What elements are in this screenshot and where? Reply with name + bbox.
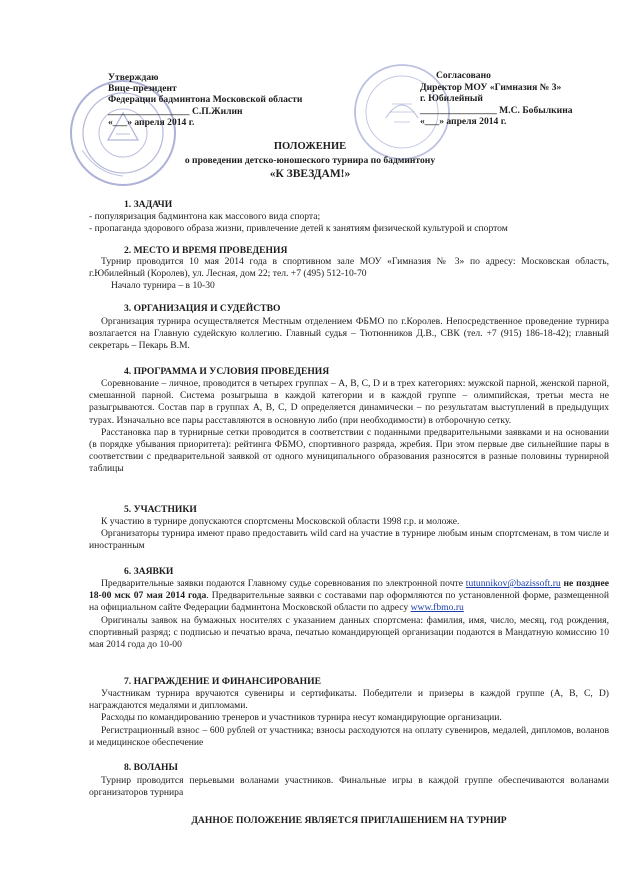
section-7-text — [89, 688, 609, 749]
paragraph: Расстановка пар в турнирные сетки проводится в соответствии с поданными предварительными заявками и на основании (в порядке убывания приоритета): рейтинга ФБМО, спортивного разряда, жребия. При этом первые две сильнейшие пары в соответствии с предварительной заявкой от одного муниципального образования разносятся в разные половины турнирной таблицы — [89, 426, 609, 475]
approval-left-line: Утверждаю — [108, 72, 159, 83]
section-heading: 1. ЗАДАЧИ — [124, 199, 173, 210]
section-8-text — [89, 775, 609, 799]
approval-right-line: ________________ М.С. Бобылкина — [420, 104, 573, 116]
section-5-text — [89, 516, 609, 553]
section-6-text — [89, 578, 609, 651]
section-4-text — [89, 378, 609, 476]
approval-left-line: «___» апреля 2014 г. — [108, 116, 195, 128]
paragraph: Оригиналы заявок на бумажных носителях с указанием данных спортсмена: фамилия, имя, число, месяц, год рождения, спортивный разряд; с подписью и печатью врача, печатью командирующей организации подаются в Мандатную комиссию 10 мая 2014 года до 10-00 — [89, 614, 609, 651]
paragraph: Регистрационный взнос – 600 рублей от участника; взносы расходуются на оплату сувениров, медалей, дипломов, воланов и медицинское обеспечение — [89, 724, 609, 748]
paragraph: Турнир проводится 10 мая 2014 года в спортивном зале МОУ «Гимназия № 3» по адресу: Московская область, г.Юбилейный (Королев), ул. Лесная, дом 22; тел. +7 (495) 512-10-70 — [89, 256, 609, 280]
section-2-text — [89, 256, 609, 293]
section-heading: 2. МЕСТО И ВРЕМЯ ПРОВЕДЕНИЯ — [124, 245, 288, 256]
approval-block-right — [420, 70, 610, 128]
approval-left-line: Вице-президент — [108, 83, 177, 95]
paragraph: К участию в турнире допускаются спортсмены Московской области 1998 г.р. и моложе. — [101, 516, 460, 527]
approval-right-line: Директор МОУ «Гимназия № 3» — [420, 81, 562, 93]
tournament-name: «К ЗВЕЗДАМ!» — [269, 168, 351, 180]
task-item: - популяризация бадминтона как массового вида спорта; — [89, 211, 321, 222]
section-heading: 3. ОРГАНИЗАЦИЯ И СУДЕЙСТВО — [124, 303, 281, 314]
section-heading: 4. ПРОГРАММА И УСЛОВИЯ ПРОВЕДЕНИЯ — [124, 366, 330, 377]
approval-block-left — [108, 72, 328, 128]
paragraph: Организация турнира осуществляется Местным отделением ФБМО по г.Королев. Непосредственное проведение турнира возлагается на Главную судейскую коллегию. Главный судья – Тютюнников Д.В., СВК (тел. +7 (915) 186-18-42); главный секретарь – Пекарь В.М. — [89, 316, 609, 352]
section-heading: 8. ВОЛАНЫ — [124, 762, 178, 773]
paragraph-text: Предварительные заявки подаются Главному судье соревнования по электронной почте — [101, 578, 466, 589]
section-heading: 5. УЧАСТНИКИ — [124, 504, 197, 515]
paragraph: Организаторы турнира имеют право предоставить wild card на участие в турнире любым иным спортсменам, в том числе и иностранным — [89, 528, 609, 552]
document-title: ПОЛОЖЕНИЕ — [273, 141, 347, 152]
deadline-text: не позднее 18-00 мск 07 мая 2014 года — [89, 578, 609, 602]
approval-right-line: Согласовано — [436, 70, 491, 81]
email-link[interactable]: tutunnikov@bazissoft.ru — [465, 578, 561, 589]
section-1-text — [89, 211, 609, 235]
paragraph-text: . Предварительные заявки с составами пар оформляются по установленной форме, размещенной на официальном сайте Федерации бадминтона Московской области по адресу — [89, 590, 609, 614]
document-subtitle: о проведении детско-юношеского турнира по бадминтону — [184, 155, 436, 166]
website-link[interactable]: www.fbmo.ru — [410, 602, 464, 614]
invitation-footer: ДАННОЕ ПОЛОЖЕНИЕ ЯВЛЯЕТСЯ ПРИГЛАШЕНИЕМ НА ТУРНИР — [191, 815, 507, 826]
section-heading: 6. ЗАЯВКИ — [124, 566, 174, 577]
section-heading: 7. НАГРАЖДЕНИЕ И ФИНАНСИРОВАНИЕ — [124, 676, 321, 687]
approval-right-line: г. Юбилейный — [420, 93, 483, 105]
section-3-text — [89, 316, 609, 353]
task-item: - пропаганда здорового образа жизни, привлечение детей к занятиям физической культурой и спортом — [89, 223, 508, 235]
paragraph: Участникам турнира вручаются сувениры и сертификаты. Победители и призеры в каждой группе (А, В, С, D) награждаются медалями и дипломами. — [89, 688, 609, 712]
paragraph: Расходы по командированию тренеров и участников турнира несут командирующие организации. — [101, 712, 502, 724]
approval-right-line: «___» апреля 2014 г. — [420, 116, 507, 128]
paragraph: Начало турнира – в 10-30 — [111, 280, 215, 292]
paragraph: Турнир проводится перьевыми воланами участников. Финальные игры в каждой группе обеспечиваются воланами организаторов турнира — [89, 775, 609, 799]
paragraph — [89, 578, 609, 615]
approval-left-line: _________________ С.П.Жилин — [108, 105, 243, 117]
paragraph: Соревнование – личное, проводится в четырех группах – А, В, С, D и в трех категориях: мужской парной, женской парной, смешанной парной. Система розыгрыша в каждой категории и в каждой группе – олимпийская, третьи места не разыгрываются. Состав пар в группах А, В, С, D определяется динамически – по результатам выступлений в предыдущих турах. Изначально все пары расставляются в основную либо (при необходимости) в отборочную сетку. — [89, 378, 609, 426]
approval-left-line: Федерации бадминтона Московской области — [108, 94, 303, 106]
